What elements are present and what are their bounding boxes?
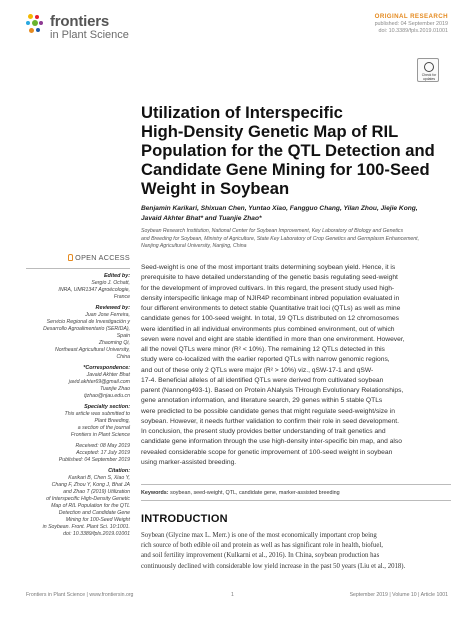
title-line: Utilization of Interspecific bbox=[141, 103, 343, 122]
specialty-line: Frontiers in Plant Science bbox=[70, 432, 130, 438]
correspondence-email[interactable]: tjzhao@njau.edu.cn bbox=[84, 393, 130, 399]
doi-link[interactable]: doi: 10.3389/fpls.2019.01001 bbox=[378, 27, 448, 34]
affiliation-line: Nanjing Agricultural University, Nanjing, China bbox=[141, 243, 247, 250]
divider bbox=[141, 484, 451, 485]
abstract-line: In conclusion, the present study provides better understanding of trait genetics and bbox=[141, 428, 386, 435]
edited-by-label: Edited by: bbox=[103, 273, 130, 279]
abstract-line: seven were novel and eight are stable identified in more than one environment. However, bbox=[141, 335, 405, 343]
abstract-line: prerequisite to have detailed understanding of the genetic basis regulating seed-weight bbox=[141, 274, 398, 282]
author-line[interactable]: Javaid Akhter Bhat* and Tuanjie Zhao* bbox=[141, 214, 262, 222]
specialty-line: This article was submitted to bbox=[64, 411, 130, 417]
open-lock-icon bbox=[68, 254, 73, 261]
citation-line: in Soybean. Front. Plant Sci. 10:1001. bbox=[42, 524, 130, 530]
abstract bbox=[141, 263, 451, 468]
abstract-line: candidate genes for 100-seed weight. In total, 19 QTLs distributed on 12 chromosomes bbox=[141, 315, 399, 323]
correspondence-email[interactable]: javid.akhter69@gmail.com bbox=[68, 379, 130, 385]
intro-line: and soil fertility improvement (Kulkarni et al., 2016). In China, soybean production has bbox=[141, 552, 380, 560]
reviewed-by-label: Reviewed by: bbox=[95, 305, 130, 311]
article-title bbox=[141, 103, 451, 198]
reviewer-line: Servicio Regional de Investigación y bbox=[46, 319, 130, 325]
citation-line: Karikari B, Chen S, Xiao Y, bbox=[68, 475, 130, 481]
title-line: High-Density Genetic Map of RIL bbox=[141, 122, 399, 141]
published-date: published: 04 September 2019 bbox=[374, 20, 448, 27]
frontiers-logo-icon bbox=[26, 14, 46, 38]
article-type: ORIGINAL RESEARCH bbox=[374, 13, 448, 20]
citation-line: of Interspecific High-Density Genetic bbox=[46, 496, 130, 502]
specialty-section bbox=[26, 404, 130, 439]
abstract-line: using marker-assisted breeding. bbox=[141, 458, 237, 466]
specialty-label: Specialty section: bbox=[84, 404, 130, 410]
specialty-line: a section of the journal bbox=[77, 425, 130, 431]
introduction-body bbox=[141, 531, 451, 572]
check-updates-line: updates bbox=[422, 76, 436, 81]
editor-line: France bbox=[113, 294, 130, 300]
affiliation-line: Soybean Research Institution, National Center for Soybean Improvement, Key Laboratory of Biology and Genetics bbox=[141, 228, 404, 234]
article-meta bbox=[375, 13, 448, 34]
abstract-line: candidate gene information through the use high-density inter-specific bin map, and also bbox=[141, 438, 402, 446]
affiliation-line: and Breeding for Soybean, Ministry of Agriculture, State Key Laboratory of Crop Genetics and Germplasm Enhancement, bbox=[141, 235, 420, 242]
brand-name: frontiers bbox=[50, 13, 110, 30]
check-updates-icon bbox=[424, 62, 434, 72]
citation-line: Chang F, Zhou Y, Kong J, Bhat JA bbox=[51, 482, 130, 488]
citation-section bbox=[26, 468, 130, 538]
reviewer-line: Northeast Agricultural University, bbox=[55, 347, 130, 353]
footer-journal-link[interactable]: Frontiers in Plant Science | www.frontiersin.org bbox=[26, 592, 134, 598]
reviewer-line: Spain bbox=[116, 333, 130, 339]
citation-label: Citation: bbox=[108, 468, 130, 474]
reviewer-line: Desarrollo Agroalimentario (SERIDA), bbox=[43, 326, 130, 332]
abstract-line: gene annotation information, and literature search, 29 genes within 5 stable QTLs bbox=[141, 397, 383, 405]
abstract-line: parent (Nannong493-1). Based on Protein ANalysis THrough Evolutionary Relationships, bbox=[141, 387, 404, 394]
journal-name: in Plant Science bbox=[50, 29, 129, 41]
dates-section bbox=[26, 443, 130, 464]
keywords bbox=[141, 490, 451, 496]
editor-line: Sergio J. Ochatt, bbox=[91, 280, 130, 286]
check-for-updates-button[interactable] bbox=[417, 58, 439, 82]
abstract-line: density interspecific linkage map of NJIR4P recombinant inbred population evaluated in bbox=[141, 294, 400, 302]
published-date-sidebar: Published: 04 September 2019 bbox=[58, 457, 130, 463]
abstract-line: were identified in all individual environments plus combined environment, out of which bbox=[141, 325, 395, 333]
abstract-line: for the development of improved cultivars. In this regard, the present study used high- bbox=[141, 284, 395, 292]
article-sidebar bbox=[26, 253, 130, 542]
title-line: Weight in Soybean bbox=[141, 179, 290, 198]
abstract-line: study were co-localized with the earlier reported QTLs with narrow genomic regions, bbox=[141, 356, 390, 364]
open-access-badge bbox=[26, 253, 130, 262]
abstract-line: soybean. However, it needs further validation to confirm their role in seed development. bbox=[141, 417, 399, 425]
correspondence-section bbox=[26, 365, 130, 400]
accepted-date: Accepted: 17 July 2019 bbox=[76, 450, 130, 456]
author-line[interactable]: Benjamin Karikari, Shixuan Chen, Yuntao Xiao, Fangguo Chang, Yilan Zhou, Jiejie Kong, bbox=[141, 205, 418, 212]
intro-line: continuously declined with considerable low yield increase in the past 50 years (Liu et al., 2018). bbox=[141, 562, 406, 570]
divider bbox=[26, 268, 130, 269]
title-line: Candidate Gene Mining for 100-Seed bbox=[141, 160, 430, 179]
citation-line: Map of RIL Population for the QTL bbox=[51, 503, 130, 509]
citation-line: Mining for 100-Seed Weight bbox=[65, 517, 130, 523]
abstract-line: four different environments to detect stable Quantitative trait loci (QTLs) as well as mine bbox=[141, 305, 401, 312]
check-updates-line: Check for bbox=[421, 73, 437, 77]
reviewer-line: Juan Jose Ferreira, bbox=[85, 312, 130, 318]
affiliation bbox=[141, 228, 451, 251]
abstract-line: revealed considerable scope for genetic improvement of 100-seed weight in soybean bbox=[141, 448, 393, 456]
citation-line: Detection and Candidate Gene bbox=[58, 510, 130, 516]
editor-line: INRA, UMR1347 Agroécologie, bbox=[58, 287, 130, 293]
frontiers-logo[interactable] bbox=[26, 14, 129, 41]
open-access-label: OPEN ACCESS bbox=[75, 253, 130, 262]
keywords-list: soybean, seed-weight, QTL, candidate gene, marker-assisted breeding bbox=[170, 490, 340, 496]
citation-line: and Zhao T (2019) Utilization bbox=[63, 489, 130, 495]
abstract-line: and out of these only 2 QTLs were major (R² > 10%) viz., qSW-17-1 and qSW- bbox=[141, 366, 374, 374]
footer-volume: September 2019 | Volume 10 | Article 1001 bbox=[349, 592, 448, 598]
abstract-line: Seed-weight is one of the most important traits determining soybean yield. Hence, it is bbox=[141, 264, 396, 271]
keywords-label: Keywords: bbox=[141, 490, 169, 496]
correspondence-label: *Correspondence: bbox=[83, 365, 130, 371]
abstract-line: all the novel QTLs were minor (R² < 10%). The remaining 12 QTLs detected in this bbox=[141, 346, 385, 353]
intro-line: Soybean (Glycine max L. Merr.) is one of the most economically important crop being bbox=[141, 532, 377, 539]
reviewer-line: Zhaoming Qi, bbox=[98, 340, 130, 346]
page-number: 1 bbox=[231, 592, 234, 598]
edited-by-section bbox=[26, 273, 130, 301]
page-header bbox=[0, 0, 474, 60]
abstract-line: were predicted to be possible candidate genes that might regulate seed-weight/size in bbox=[141, 407, 395, 415]
reviewer-line: China bbox=[116, 354, 130, 360]
received-date: Received: 08 May 2019 bbox=[75, 443, 130, 449]
divider bbox=[141, 500, 451, 501]
specialty-line: Plant Breeding, bbox=[94, 418, 130, 424]
abstract-line: 17-4. Beneficial alleles of all identified QTLs were derived from cultivated soybean bbox=[141, 376, 384, 384]
correspondence-name: Javaid Akhter Bhat bbox=[86, 372, 130, 378]
author-list bbox=[141, 204, 451, 223]
correspondence-name: Tuanjie Zhao bbox=[100, 386, 130, 392]
introduction-heading: INTRODUCTION bbox=[141, 513, 228, 525]
citation-doi[interactable]: doi: 10.3389/fpls.2019.01001 bbox=[63, 531, 130, 537]
title-line: Population for the QTL Detection and bbox=[141, 141, 435, 160]
intro-line: rich source of both edible oil and protein as well as has significant role in health, biofuel, bbox=[141, 542, 383, 550]
reviewed-by-section bbox=[26, 305, 130, 361]
